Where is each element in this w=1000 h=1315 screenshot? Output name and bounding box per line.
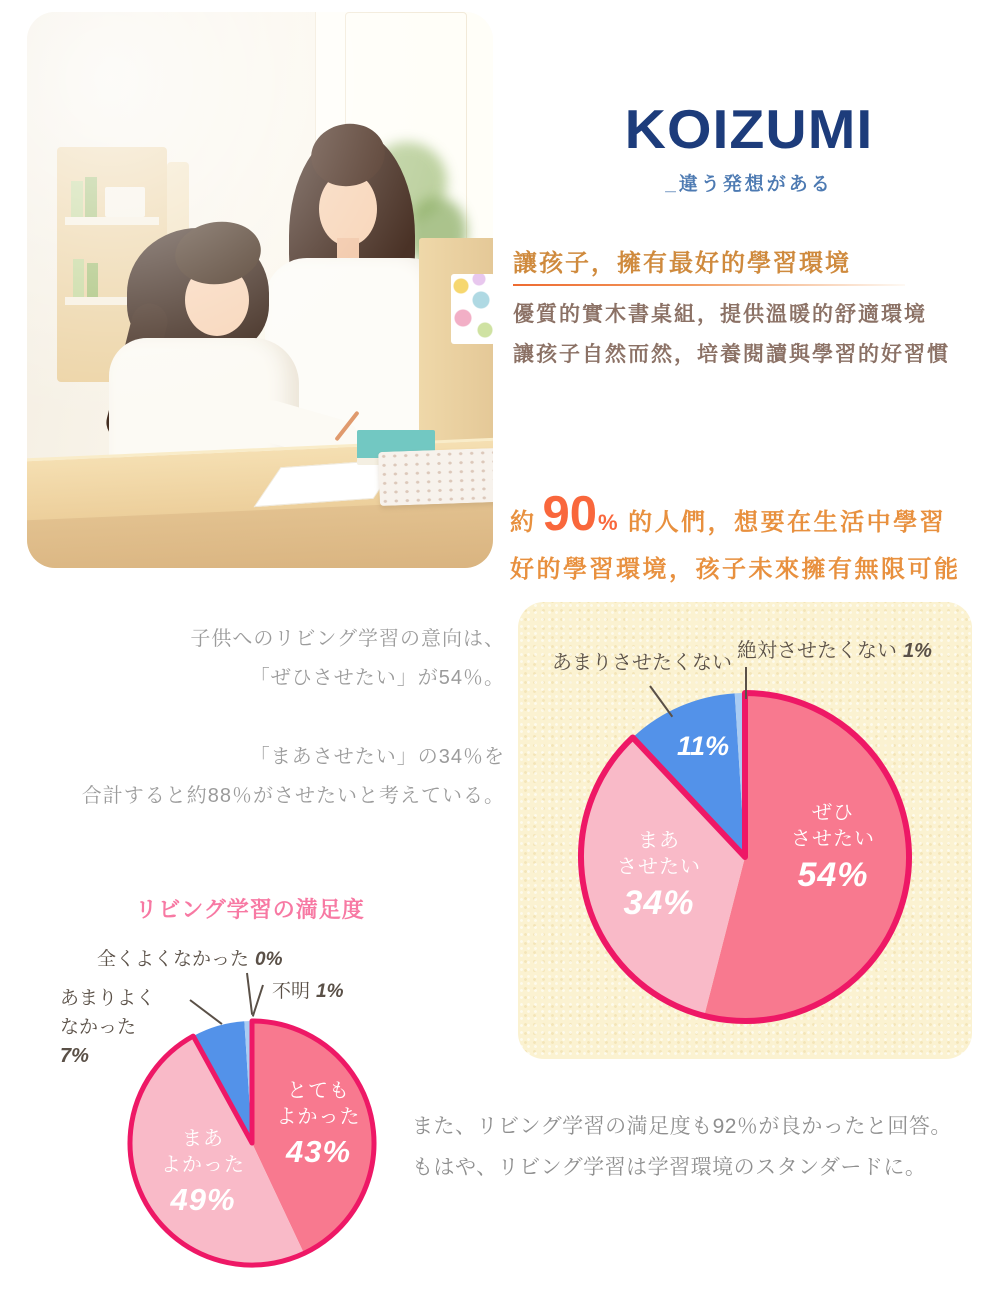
slice-label-line: よかった: [161, 1154, 245, 1176]
note-sum-line2: 合計すると約88％がさせたいと考えている。: [81, 785, 505, 807]
slice-label-pct: 54%: [797, 856, 869, 894]
stat-block: [510, 486, 961, 584]
pie2-main-slice-label: [261, 1078, 376, 1170]
callout-zero: [97, 944, 282, 971]
pie1-second-slice-label: [600, 828, 718, 923]
headline-underline: [513, 284, 905, 286]
callout-zero-pct: 0%: [255, 949, 283, 970]
note-sum: [82, 738, 505, 816]
pie1-blue-pct: 11%: [676, 731, 730, 761]
slice-label-line: まあ: [182, 1128, 224, 1150]
slice-label-line: まあ: [638, 830, 680, 852]
callout-zero-label: 全くよくなかった: [97, 949, 250, 970]
slice-label-line: させたい: [617, 856, 701, 878]
stat-rest: 的人們，想要在生活中學習: [628, 509, 947, 536]
intro-line-1: 優質的實木書桌組，提供溫暖的舒適環境: [513, 303, 927, 326]
intro-line-2: 讓孩子自然而然，培養閱讀與學習的好習慣: [513, 343, 950, 366]
stat-unit: %: [598, 510, 621, 535]
stat-prefix: 約: [510, 509, 537, 536]
slice-label-line: ぜひ: [812, 802, 854, 824]
note-intent: [190, 620, 505, 698]
leader-line: [745, 667, 747, 699]
callout-unknown-pct: 1%: [316, 981, 344, 1002]
pie2-second-slice-label: [147, 1126, 259, 1218]
stat-line-1: [510, 486, 961, 542]
callout-line: なかった: [60, 1017, 137, 1038]
slice-label-line: とても: [287, 1080, 350, 1102]
koizumi-logo: KOIZUMI: [624, 98, 874, 160]
leader-line: [252, 985, 264, 1017]
callout-amari-intent-label: あまりさせたくない: [552, 652, 732, 674]
note-intent-line1: 子供へのリビング学習の意向は、: [190, 628, 505, 650]
slice-label-pct: 43%: [285, 1134, 352, 1169]
photo-light-overlay: [27, 12, 493, 568]
leader-line: [246, 973, 253, 1015]
callout-unknown: [272, 976, 343, 1003]
callout-zettai-label: 絶対させたくない: [737, 640, 897, 662]
headline: 讓孩子，擁有最好的學習環境: [513, 250, 851, 277]
slice-label-line: よかった: [276, 1106, 361, 1128]
note-intent-line2: 「ぜひさせたい」が54％。: [249, 667, 505, 689]
logo-block: [588, 98, 910, 196]
callout-line: あまりよく: [60, 988, 156, 1009]
slice-label-pct: 49%: [170, 1182, 236, 1217]
hero-photo: [27, 12, 493, 568]
slice-label-line: させたい: [791, 828, 875, 850]
callout-amari-satis: [60, 984, 155, 1071]
footer-note-line1: また、リビング学習の満足度も92％が良かったと回答。: [412, 1115, 952, 1138]
callout-zettai: [737, 634, 932, 663]
slice-label-pct: 34%: [623, 884, 695, 922]
callout-unknown-label: 不明: [272, 981, 311, 1002]
stat-number: 90: [542, 487, 598, 541]
callout-pct: 7%: [60, 1045, 89, 1067]
pie1-main-slice-label: [773, 800, 893, 895]
note-sum-line1: 「まあさせたい」の34％を: [249, 746, 505, 768]
stat-line-2: 好的學習環境，孩子未來擁有無限可能: [510, 556, 961, 583]
satisfaction-title: リビング学習の満足度: [135, 897, 365, 922]
footer-note: [412, 1106, 952, 1188]
logo-tagline: _違う発想がある: [665, 174, 833, 195]
callout-zettai-pct: 1%: [903, 640, 932, 662]
callout-amari-intent: [552, 646, 732, 675]
footer-note-line2: もはや、リビング学習は学習環境のスタンダードに。: [412, 1156, 927, 1179]
